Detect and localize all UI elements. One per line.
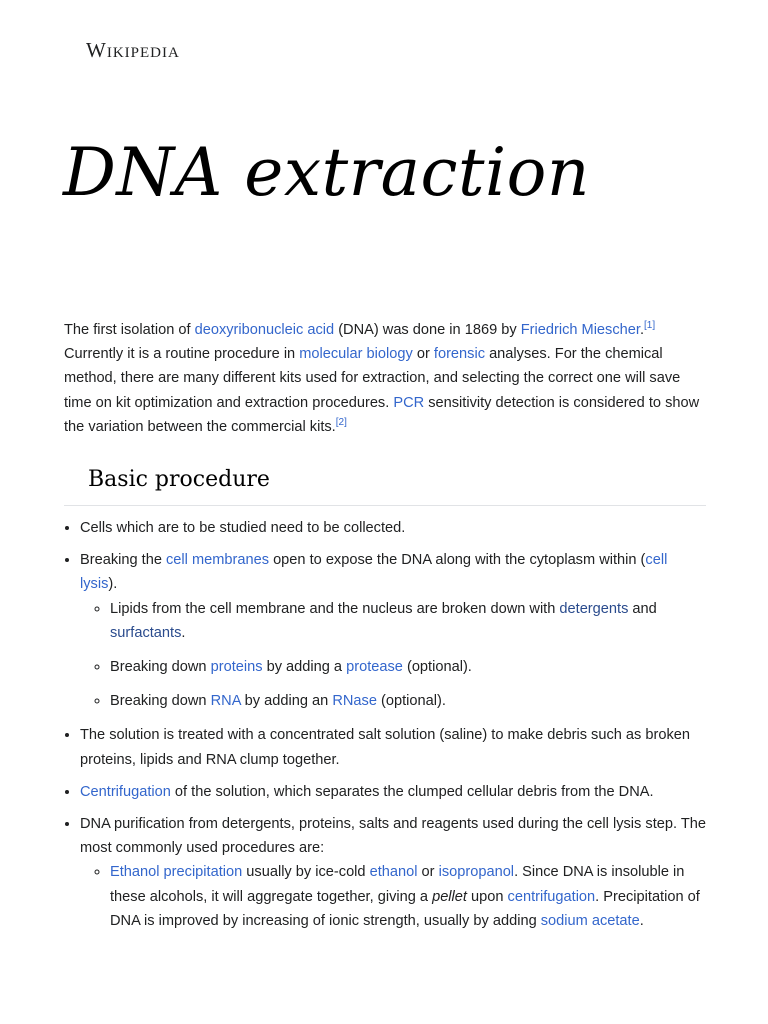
text: sensitivity detection is considered to show the variation between the commercial kits.	[64, 394, 700, 435]
citation-1[interactable]: [1]	[644, 320, 656, 332]
text: .	[639, 912, 644, 929]
link-friedrich-miescher[interactable]: Friedrich Miescher	[520, 322, 640, 338]
list-item	[80, 812, 706, 933]
link-centrifugation[interactable]: Centrifugation	[80, 783, 171, 800]
procedure-list	[64, 516, 706, 933]
text: Currently it is a routine procedure in	[64, 346, 300, 363]
text: open to expose the DNA along with the cytoplasm within (	[269, 552, 646, 569]
text: (optional).	[376, 693, 446, 710]
link-cell-lysis[interactable]: cell lysis	[80, 552, 668, 593]
text: Lipids from the cell membrane and the nucleus are broken down with	[110, 600, 560, 617]
link-molecular-biology[interactable]: molecular biology	[299, 346, 413, 363]
text: Breaking down	[110, 693, 211, 710]
emphasis-pellet: pellet	[432, 888, 467, 905]
sub-list	[80, 597, 706, 714]
list-item	[110, 689, 706, 713]
text: The first isolation of	[64, 322, 195, 338]
text: (optional).	[402, 659, 472, 676]
list-item	[80, 548, 706, 713]
link-sodium-acetate[interactable]: sodium acetate	[540, 912, 640, 929]
list-item	[110, 597, 706, 645]
text: by adding a	[262, 659, 347, 676]
text: Cells which are to be studied need to be collected.	[80, 520, 406, 537]
link-deoxyribonucleic-acid[interactable]: deoxyribonucleic acid	[194, 322, 335, 338]
section-heading-basic-procedure: Basic procedure	[64, 465, 706, 506]
text: Breaking down	[110, 659, 211, 676]
link-detergents[interactable]: detergents	[559, 600, 629, 617]
wikipedia-wordmark[interactable]: Wikipedia	[86, 38, 180, 62]
link-isopropanol[interactable]: isopropanol	[438, 864, 515, 881]
link-surfactants[interactable]: surfactants	[110, 624, 182, 641]
text: of the solution, which separates the clumped cellular debris from the DNA.	[170, 783, 654, 800]
citation-2[interactable]: [2]	[335, 416, 347, 428]
link-rna[interactable]: RNA	[210, 693, 241, 710]
text: ).	[108, 576, 118, 593]
article-content	[64, 318, 706, 943]
text: or	[412, 346, 434, 363]
list-item	[80, 780, 706, 804]
text: or	[417, 864, 439, 881]
text: upon	[466, 888, 508, 905]
list-item	[80, 723, 706, 771]
link-ethanol-precipitation[interactable]: Ethanol precipitation	[110, 864, 243, 881]
text: The solution is treated with a concentrated salt solution (saline) to make debris such as broken proteins, lipids and RNA clump together.	[80, 727, 691, 768]
list-item	[110, 860, 706, 933]
text: by adding an	[240, 693, 333, 710]
link-protease[interactable]: protease	[346, 659, 403, 676]
text: DNA purification from detergents, proteins, salts and reagents used during the cell lysis step. The most commonly used procedures are:	[80, 816, 706, 857]
link-ethanol[interactable]: ethanol	[369, 864, 418, 881]
link-proteins[interactable]: proteins	[210, 659, 263, 676]
link-pcr[interactable]: PCR	[393, 394, 425, 411]
link-rnase[interactable]: RNase	[332, 693, 377, 710]
text: analyses. For the chemical method, there are many different kits used for extraction, and selecting the correct one will save time on kit optimization and extraction procedures.	[64, 346, 681, 411]
link-cell-membranes[interactable]: cell membranes	[166, 552, 270, 569]
link-centrifugation-2[interactable]: centrifugation	[507, 888, 596, 905]
page-title: DNA extraction	[63, 134, 590, 211]
list-item	[110, 655, 706, 679]
link-forensic[interactable]: forensic	[433, 346, 486, 363]
sub-list	[80, 860, 706, 933]
text: usually by ice-cold	[242, 864, 370, 881]
intro-paragraph	[64, 318, 706, 439]
text: .	[639, 322, 644, 338]
text: .	[181, 624, 186, 641]
list-item	[80, 516, 706, 540]
text: Breaking the	[80, 552, 166, 569]
text: . Since DNA is insoluble in these alcohols, it will aggregate together, giving a	[110, 864, 685, 905]
text: . Precipitation of DNA is improved by increasing of ionic strength, usually by adding	[110, 888, 700, 929]
text: and	[628, 600, 657, 617]
text: (DNA) was done in 1869 by	[334, 322, 521, 338]
